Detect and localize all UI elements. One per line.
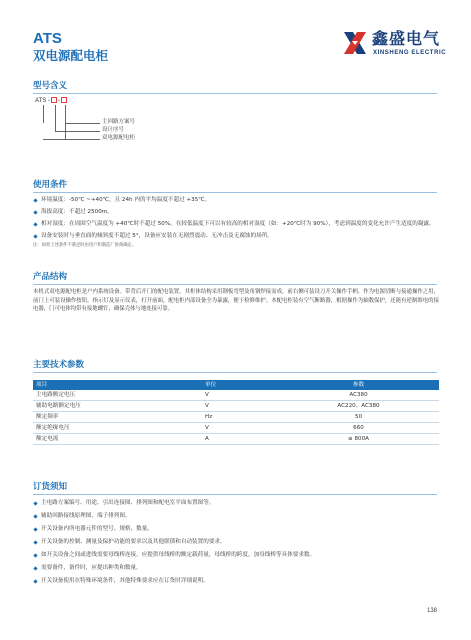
list-item: 需要备件，备件时，应提出种类和数量。 <box>33 564 443 572</box>
table-cell: 主电路额定电压 <box>33 390 203 401</box>
model-code <box>35 97 68 104</box>
section-divider <box>33 372 437 373</box>
table-row <box>33 412 439 423</box>
section-title-structure: 产品结构 <box>33 272 68 282</box>
list-item: 环境温度：-50℃ ~+40℃，且 24h 内的平均温度不超过 +35℃。 <box>33 196 443 204</box>
table-cell: 辅助电路额定电压 <box>33 401 203 412</box>
model-label-design: 设计序号 <box>102 127 125 133</box>
table-cell: V <box>203 423 278 434</box>
table-cell: ≤ 800A <box>278 434 439 445</box>
ordering-list <box>33 499 443 585</box>
table-row <box>33 434 439 445</box>
list-item: 相对湿度：在周围空气温度为 +40℃时不超过 50%，在较低温度下可以有较高的相对湿度（如：+20℃时为 90%），考虑到温度的变化允许产生适度的凝露。 <box>33 220 443 228</box>
table-cell: V <box>203 390 278 401</box>
list-item: 海拔高度：不超过 2500m。 <box>33 208 443 216</box>
table-row <box>33 423 439 434</box>
table-header-item: 项目 <box>33 380 203 390</box>
list-item: 开关设备内所电器元件的型号、规格、数量。 <box>33 525 443 533</box>
model-box-2 <box>61 97 67 103</box>
table-header-row <box>33 380 439 390</box>
table-cell: Hz <box>203 412 278 423</box>
list-item: 如开关设备之间或进线需要母线桥连接，应提供母线桥的额定载荷量，母线桥的跨度，加母线桥等具体要求数。 <box>33 551 443 559</box>
table-cell: A <box>203 434 278 445</box>
page-title-en: ATS <box>33 30 62 47</box>
model-label-type: 双电源配电柜 <box>102 135 136 141</box>
list-item: 主电路方案编号、用途、引出连接图、排列图和配电室平面布置图等。 <box>33 499 443 507</box>
table-cell: 额定绝缘电压 <box>33 423 203 434</box>
conditions-list <box>33 196 443 249</box>
section-divider <box>33 494 437 495</box>
logo-name-en: XINSHENG ELECTRIC <box>373 50 447 56</box>
model-label-scheme: 主回路方案号 <box>102 119 136 125</box>
table-cell: AC220、AC380 <box>278 401 439 412</box>
leader-line <box>43 105 44 123</box>
table-row <box>33 401 439 412</box>
section-divider <box>33 284 437 285</box>
table-cell: V <box>203 401 278 412</box>
section-title-model: 型号含义 <box>33 81 68 91</box>
section-divider <box>33 93 437 94</box>
list-item: 开关设备使用在特殊环境条件，其他特殊要求应在订货时详细说明。 <box>33 577 443 585</box>
table-cell: 660 <box>278 423 439 434</box>
model-code-sep: - <box>57 98 60 104</box>
table-cell: AC380 <box>278 390 439 401</box>
leader-line <box>55 131 100 132</box>
page-number: 138 <box>426 608 437 614</box>
list-item: 设备安装时与垂直面的倾斜度不超过 5°，设备应安装在无剧烈震动、无冲击及无腐蚀的场所。 <box>33 232 443 240</box>
leader-line <box>43 139 100 140</box>
company-logo <box>342 29 457 63</box>
model-code-sep: - <box>47 98 50 104</box>
table-cell: 额定电流 <box>33 434 203 445</box>
table-row <box>33 390 439 401</box>
page-title-cn: 双电源配电柜 <box>33 48 109 63</box>
leader-line <box>65 105 66 139</box>
section-title-parameters: 主要技术参数 <box>33 360 85 370</box>
model-box-1 <box>51 97 57 103</box>
table-cell: 50 <box>278 412 439 423</box>
model-code-prefix: ATS <box>35 98 47 104</box>
table-header-unit: 单位 <box>203 380 278 390</box>
section-divider <box>33 192 437 193</box>
leader-line <box>65 123 100 124</box>
logo-name-cn: 鑫盛电气 <box>372 29 441 48</box>
section-title-ordering: 订货须知 <box>33 482 68 492</box>
logo-mark-icon <box>342 30 368 56</box>
section-title-conditions: 使用条件 <box>33 180 68 190</box>
structure-paragraph: 本机式双电源配电柜是户内系统设备。带背后开门的配电装置，其柜体结构采用钢板弯型及角钢焊接而成，前右侧可装设刀开关操作手柄。作为电源切断与接通操作之用，前门上可装设操作按钮，指示灯及显示仪表，打开前面，配电柜内部设备全为暴露，便于检修维护。本配电柜装有空气断路器，根据操作为轴数保护，还能有逆制维电的接电器，门可电体均带有接地螺钉，确保壳体与地连接可靠。 <box>33 289 439 312</box>
page-title-block <box>33 30 108 64</box>
table-header-value: 参数 <box>278 380 439 390</box>
conditions-note: 注：如果上述条件不满足时由用户和制造厂协商确定。 <box>33 243 137 248</box>
table-cell: 额定频率 <box>33 412 203 423</box>
list-item: 开关设备的控制、测量及保护功能的要求以及其他联锁和自动装置的要求。 <box>33 538 443 546</box>
model-meaning-diagram <box>35 97 235 147</box>
leader-line <box>55 105 56 131</box>
parameters-table <box>33 380 439 445</box>
list-item: 辅助回路接线原理图，端子排列图。 <box>33 512 443 520</box>
